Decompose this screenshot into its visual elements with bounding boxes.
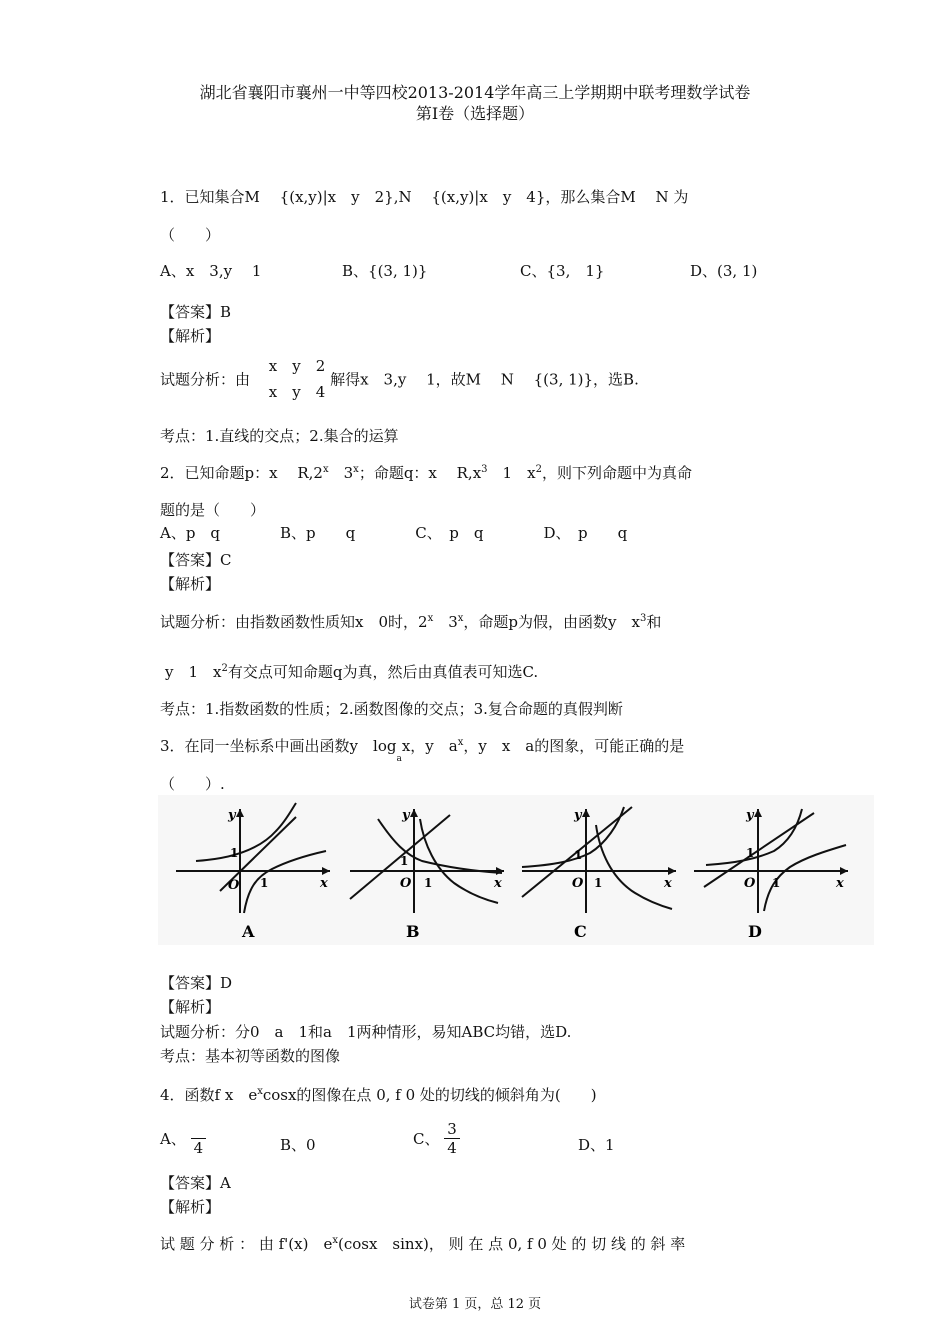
q2-sup3: 3: [481, 464, 488, 475]
graph-d-caption: D: [748, 922, 762, 941]
section-subtitle: 第Ⅰ卷（选择题）: [415, 104, 535, 123]
graph-b-svg: [342, 795, 512, 945]
graph-c-svg: [514, 795, 684, 945]
q2-stem-c: ；命题q：x R,x: [358, 464, 482, 482]
q2-sol1-c: ，命题p为假，由函数y x: [463, 613, 640, 631]
graph-a-y-arrow: [236, 809, 244, 817]
q3-stem-a: 3．在同一坐标系中画出函数y log: [160, 737, 397, 755]
q2-options: A、p q B、p q C、 p q D、 p q: [160, 524, 628, 542]
graph-b-y-label: y: [402, 808, 410, 823]
q3-solution: 试题分析：分0 a 1和a 1两种情形，易知ABC均错，选D.: [160, 1023, 572, 1041]
q4-stem-b: cosx的图像在点 0, f 0 处的切线的倾斜角为( ): [262, 1086, 597, 1104]
q2-stem: [160, 462, 692, 483]
q3-stem-c: ，y x a的图象，可能正确的是: [463, 737, 685, 755]
q4-opt-a-label: A、: [160, 1130, 186, 1148]
q1-option-c: C、{3, 1}: [520, 262, 605, 280]
q1-analysis-label: 【解析】: [160, 327, 221, 345]
graph-c-x-label: x: [664, 876, 672, 891]
q4-sol-sup: x: [332, 1235, 338, 1246]
graph-c-y-arrow: [582, 809, 590, 817]
q2-solution-line1: [160, 611, 661, 632]
graph-a-origin: O: [228, 878, 240, 893]
q1-equation-system: [269, 353, 325, 405]
graph-b: [342, 795, 512, 945]
q3-figure: [158, 795, 874, 945]
graph-b-caption: B: [406, 922, 420, 941]
q1-solution: [160, 353, 639, 405]
q4-opt-c-den: 4: [447, 1139, 457, 1157]
graph-d: [686, 795, 856, 945]
q4-opt-c-num: 3: [444, 1120, 460, 1139]
q1-answer: 【答案】B: [160, 303, 232, 321]
q3-kaodian: 考点：基本初等函数的图像: [160, 1047, 341, 1065]
q2-sol2-a: y 1 x: [165, 663, 222, 681]
graph-d-svg: [686, 795, 856, 945]
q4-opt-c-label: C、: [413, 1130, 440, 1148]
graph-d-one-x: 1: [772, 876, 781, 890]
q4-opt-a-fraction: [191, 1120, 207, 1157]
q1-option-a: A、x 3,y 1: [160, 262, 262, 280]
q4-option-d: D、1: [578, 1136, 615, 1154]
graph-d-x-label: x: [836, 876, 844, 891]
graph-a-y-label: y: [228, 808, 236, 823]
graph-d-origin: O: [744, 876, 756, 891]
q1-option-d: D、(3, 1): [690, 262, 758, 280]
q2-answer: 【答案】C: [160, 551, 232, 569]
q1-sol-suffix: 解得x 3,y 1，故M N {(3, 1)}，选B.: [330, 370, 639, 389]
q2-stem-b: 3: [328, 464, 354, 482]
graph-c: [514, 795, 684, 945]
q2-kaodian: 考点：1.指数函数的性质；2.函数图像的交点；3.复合命题的真假判断: [160, 700, 623, 718]
q4-sup-x: x: [257, 1086, 263, 1097]
graph-a-one-x: 1: [260, 876, 269, 890]
q4-option-a: [160, 1120, 206, 1157]
q1-kaodian: 考点：1.直线的交点；2.集合的运算: [160, 427, 399, 445]
q2-sup2: x: [353, 464, 359, 475]
graph-d-x-arrow: [840, 867, 848, 875]
graph-b-x-label: x: [494, 876, 502, 891]
graph-b-exp-curve: [378, 819, 502, 873]
graph-b-y-arrow: [410, 809, 418, 817]
q2-sup4: 2: [535, 464, 542, 475]
q4-sol-b: (cosx sinx)， 则 在 点 0, f 0 处 的 切 线 的 斜 率: [337, 1235, 686, 1253]
graph-c-caption: C: [574, 922, 587, 941]
document-title: 湖北省襄阳市襄州一中等四校2013-2014学年高三上学期期中联考理数学试卷: [199, 83, 751, 102]
q4-stem-a: 4．函数f x e: [160, 1086, 258, 1104]
q2-sol2-b: 有交点可知命题q为真，然后由真值表可知选C.: [227, 663, 539, 681]
q3-stem-b: x，y a: [401, 737, 458, 755]
q2-sol1-b: 3: [433, 613, 458, 631]
q4-option-c: [413, 1120, 460, 1157]
q4-analysis-label: 【解析】: [160, 1198, 221, 1216]
q1-stem: 1．已知集合M {(x,y)|x y 2},N {(x,y)|x y 4}，那么集合M N 为: [160, 188, 689, 206]
q4-solution: [160, 1233, 685, 1254]
graph-c-origin: O: [572, 876, 584, 891]
q2-sup1: x: [322, 464, 329, 475]
q2-sol1-d: 和: [646, 613, 662, 631]
q2-sol1-a: 试题分析：由指数函数性质知x 0时，2: [160, 613, 428, 631]
graph-c-exp-curve: [522, 807, 624, 867]
q3-analysis-label: 【解析】: [160, 998, 221, 1016]
graph-a-svg: [168, 795, 338, 945]
graph-c-one-y: 1: [574, 848, 583, 862]
graph-d-one-y: 1: [746, 846, 755, 860]
q3-stem-line2: （ ）.: [160, 775, 225, 793]
graph-b-origin: O: [400, 876, 412, 891]
q4-opt-c-fraction: [444, 1120, 460, 1157]
q3-stem: [160, 735, 685, 764]
q1-option-b: B、{(3, 1)}: [342, 262, 428, 280]
q4-answer: 【答案】A: [160, 1174, 231, 1192]
q4-opt-a-den: 4: [193, 1139, 204, 1157]
q2-sol1-sup3: 3: [639, 613, 647, 624]
q2-sol2-sup: 2: [221, 663, 228, 674]
q2-solution-line2: [165, 661, 538, 682]
q3-answer: 【答案】D: [160, 974, 233, 992]
graph-b-one-x: 1: [424, 876, 433, 890]
q4-sol-a: 试 题 分 析 ： 由 f'(x) e: [160, 1235, 333, 1253]
q3-sub-a: a: [396, 754, 402, 764]
graph-d-y-label: y: [746, 808, 754, 823]
graph-a: [168, 795, 338, 945]
q4-option-b: B、0: [280, 1136, 316, 1154]
graph-b-one-y: 1: [400, 854, 409, 868]
q2-stem-e: ，则下列命题中为真命: [541, 464, 692, 482]
q2-analysis-label: 【解析】: [160, 575, 221, 593]
page-footer: 试卷第 1 页，总 12 页: [408, 1297, 542, 1312]
q4-opt-a-num: [191, 1120, 207, 1139]
q3-sup-x: x: [457, 737, 464, 748]
q2-stem-line2: 题的是（ ）: [160, 501, 266, 519]
q1-sys-line2: x y 4: [268, 383, 326, 401]
q2-stem-d: 1 x: [487, 464, 536, 482]
graph-a-log-curve: [244, 851, 326, 913]
q2-stem-a: 2．已知命题p：x R,2: [160, 464, 323, 482]
q1-paren: （ ）: [160, 226, 221, 244]
graph-a-x-arrow: [322, 867, 330, 875]
graph-c-one-x: 1: [594, 876, 603, 890]
q2-sol1-sup1: x: [427, 613, 434, 624]
q1-sys-line1: x y 2: [268, 357, 326, 375]
graph-c-x-arrow: [668, 867, 676, 875]
graph-d-y-arrow: [754, 809, 762, 817]
graph-a-caption: A: [242, 922, 255, 941]
q1-sol-prefix: 试题分析：由: [160, 370, 251, 389]
graph-a-x-label: x: [320, 876, 328, 891]
q4-stem: [160, 1084, 597, 1105]
q2-sol1-sup2: x: [457, 613, 464, 624]
graph-a-one-y: 1: [230, 846, 239, 860]
graph-c-y-label: y: [574, 808, 582, 823]
